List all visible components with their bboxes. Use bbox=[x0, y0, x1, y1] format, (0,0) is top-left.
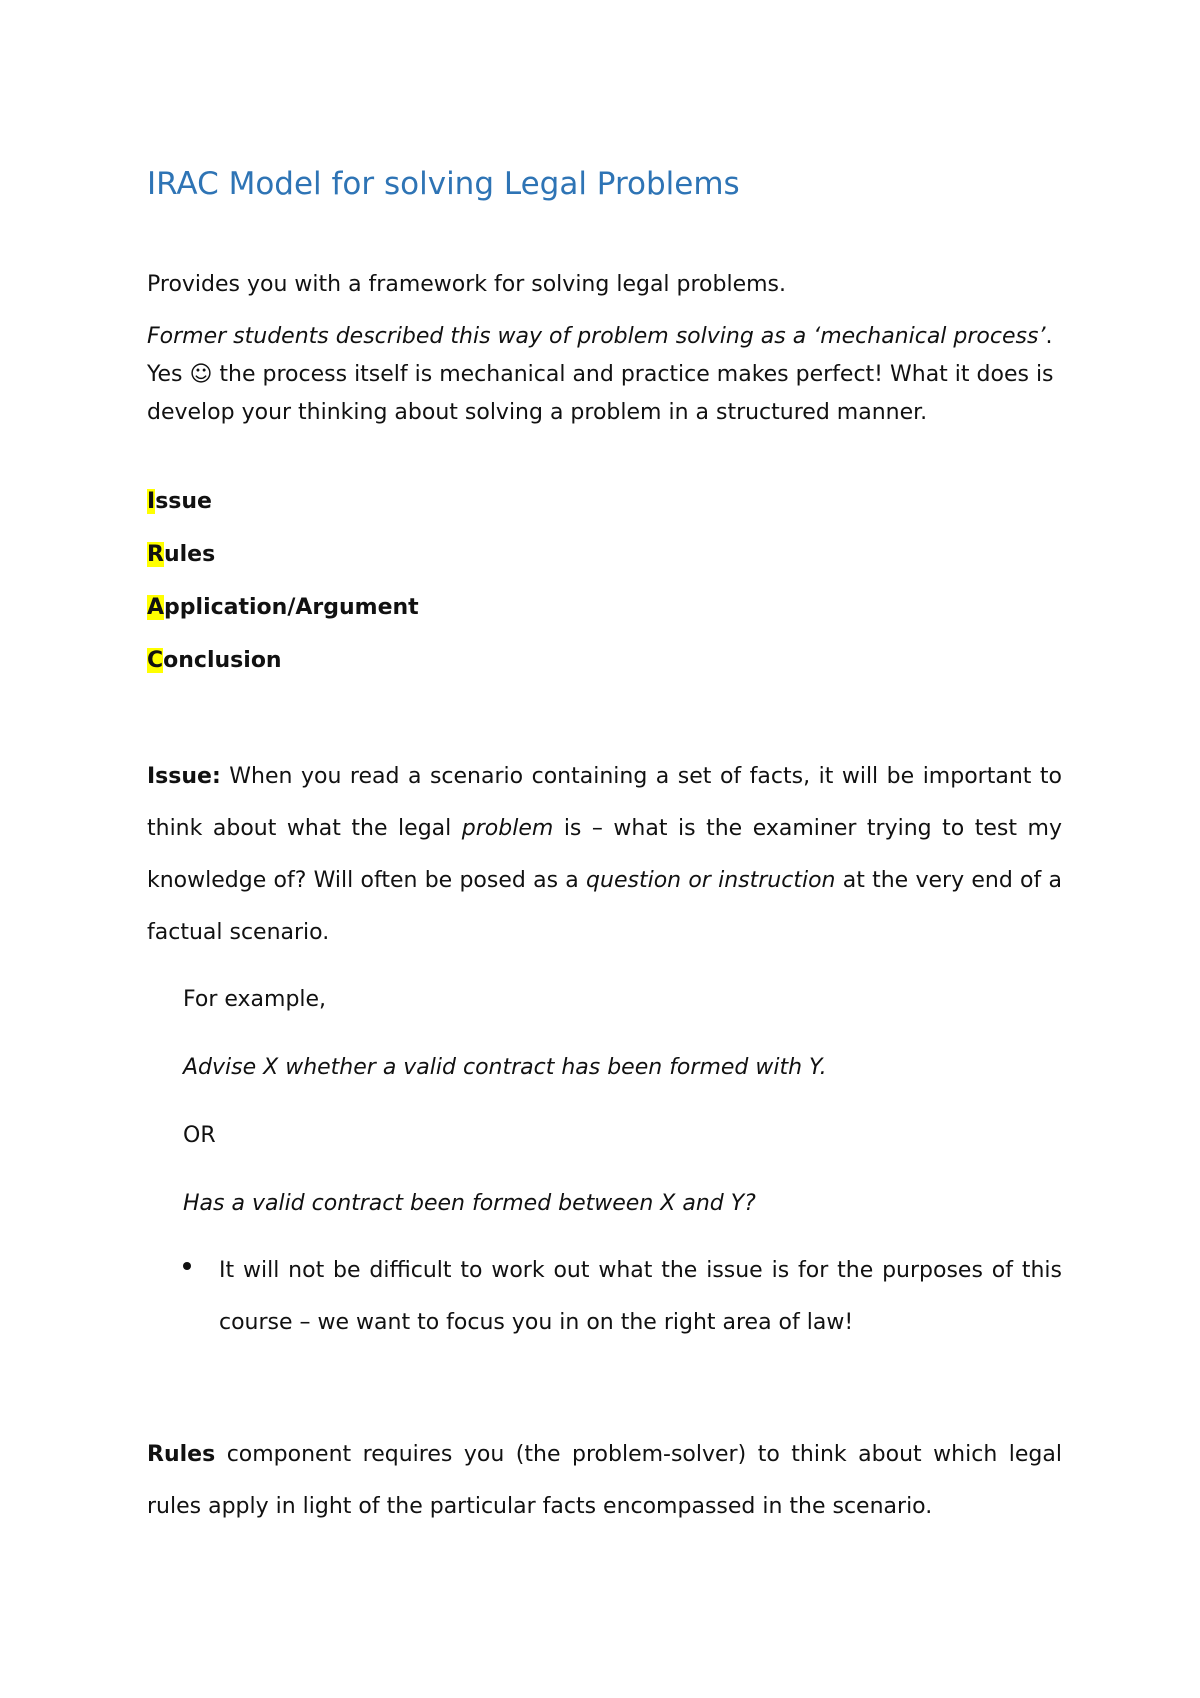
former-students-paragraph bbox=[147, 318, 1062, 432]
rules-paragraph bbox=[147, 1429, 1062, 1533]
issue-paragraph bbox=[147, 751, 1062, 959]
bullet-dot-icon bbox=[183, 1262, 191, 1270]
rules-label: Rules bbox=[147, 1442, 216, 1467]
former-students-rest: . Yes ☺ the process itself is mechanical and practice makes perfect! What it does is develop your thinking about solving a problem in a structured manner. bbox=[147, 324, 1054, 425]
document-title: IRAC Model for solving Legal Problems bbox=[147, 166, 740, 202]
irac-item-rest: pplication/Argument bbox=[164, 595, 419, 620]
example-two bbox=[183, 1185, 1062, 1223]
issue-emphasis-problem: problem bbox=[461, 816, 554, 841]
irac-letter-highlight: C bbox=[147, 648, 164, 673]
example-one-text: Advise X whether a valid contract has been formed with Y. bbox=[183, 1055, 827, 1080]
example-label: For example, bbox=[183, 987, 327, 1012]
issue-text-a: When you read a scenario containing a set of facts, it will be important to think about what the legal bbox=[147, 764, 1062, 841]
irac-item-application bbox=[147, 589, 1062, 627]
irac-item-issue bbox=[147, 483, 1062, 521]
rules-text: component requires you (the problem-solver) to think about which legal rules apply in light of the particular facts encompassed in the scenario. bbox=[147, 1442, 1062, 1519]
irac-letter-highlight: R bbox=[147, 542, 164, 567]
example-or: OR bbox=[183, 1123, 216, 1148]
issue-label: Issue: bbox=[147, 764, 221, 789]
irac-letter-highlight: A bbox=[147, 595, 165, 620]
intro-paragraph: Provides you with a framework for solving legal problems. bbox=[147, 272, 787, 297]
issue-text-c: at the very end of a factual scenario. bbox=[147, 868, 1062, 945]
issue-emphasis-question: question or instruction bbox=[586, 868, 836, 893]
example-one bbox=[183, 1049, 1062, 1087]
irac-item-rest: ssue bbox=[155, 489, 212, 514]
irac-item-rules bbox=[147, 536, 1062, 574]
irac-letter-highlight: I bbox=[147, 489, 156, 514]
bullet-text: It will not be difficult to work out what the issue is for the purposes of this course – we want to focus you in on the right area of law! bbox=[219, 1258, 1062, 1335]
irac-item-rest: onclusion bbox=[163, 648, 282, 673]
issue-text-b: is – what is the examiner trying to test my knowledge of? Will often be posed as a bbox=[147, 816, 1062, 893]
irac-item-conclusion bbox=[147, 642, 1062, 680]
former-students-quote: Former students described this way of problem solving as a ‘mechanical process’ bbox=[147, 324, 1046, 349]
irac-item-rest: ules bbox=[163, 542, 216, 567]
example-two-text: Has a valid contract been formed between X and Y? bbox=[183, 1191, 756, 1216]
